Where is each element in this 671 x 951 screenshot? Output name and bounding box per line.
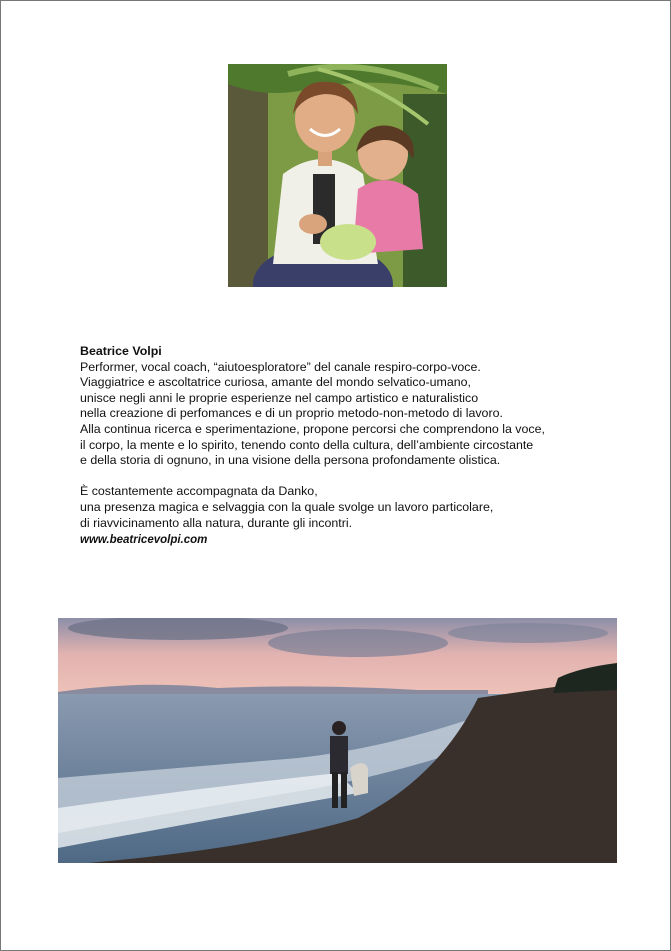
- bio-line: Viaggiatrice e ascoltatrice curiosa, amante del mondo selvatico-umano,: [80, 375, 471, 390]
- bio-line: il corpo, la mente e lo spirito, tenendo conto della cultura, dell’ambiente circostante: [80, 437, 534, 452]
- portrait-photo: [228, 64, 447, 287]
- bio-line: una presenza magica e selvaggia con la quale svolge un lavoro particolare,: [80, 499, 494, 514]
- bio-line: È costantemente accompagnata da Danko,: [80, 484, 318, 499]
- bio-line: Alla continua ricerca e sperimentazione, propone percorsi che comprendono la voce,: [80, 421, 545, 436]
- author-name: Beatrice Volpi: [80, 344, 162, 358]
- website-link[interactable]: www.beatricevolpi.com: [80, 534, 208, 547]
- beach-photo: [58, 618, 617, 863]
- bio-line: Performer, vocal coach, “aiutoesploratore” del canale respiro-corpo-voce.: [80, 359, 481, 374]
- bio-line: unisce negli anni le proprie esperienze nel campo artistico e naturalistico: [80, 390, 479, 405]
- paragraph-spacer: [80, 469, 620, 485]
- bio-text: [80, 344, 620, 549]
- bio-line: di riavvicinamento alla natura, durante gli incontri.: [80, 515, 353, 530]
- bio-line: e della storia di ognuno, in una visione della persona profondamente olistica.: [80, 453, 501, 468]
- bio-line: nella creazione di perfomances e di un proprio metodo-non-metodo di lavoro.: [80, 406, 503, 421]
